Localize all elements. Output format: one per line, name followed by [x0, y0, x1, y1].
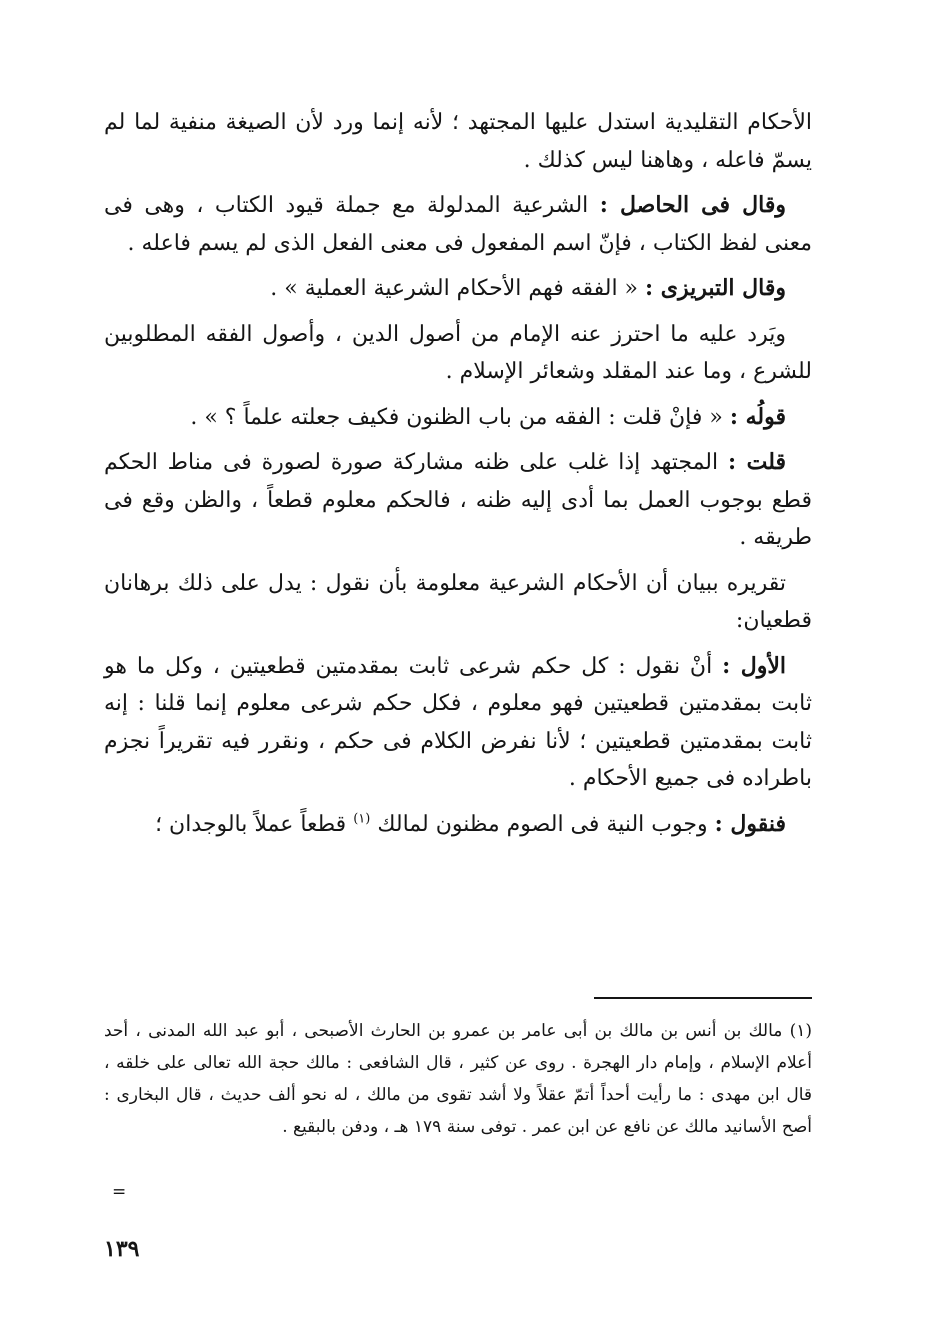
paragraph-5: [104, 399, 812, 437]
paragraph-8: [104, 648, 812, 798]
paragraph-5-lead: قولُه :: [729, 403, 786, 430]
page-number: ١٣٩: [104, 1236, 140, 1262]
paragraph-9-text-before: وجوب النية فى الصوم مظنون لمالك: [370, 811, 715, 837]
paragraph-6: [104, 444, 812, 557]
footnote-continuation-mark: =: [112, 1182, 127, 1202]
paragraph-1: [104, 104, 812, 179]
paragraph-3-lead: وقال التبريزى :: [645, 275, 786, 301]
paragraph-9: [104, 806, 812, 844]
footnote-separator-rule: [594, 997, 812, 999]
paragraph-6-text: المجتهد إذا غلب على ظنه مشاركة صورة لصورة فى مناط الحكم قطع بوجوب العمل بما أدى إليه ظنه ، فالحكم معلوم قطعاً ، والظن وقع فى طريقه .: [104, 450, 812, 550]
paragraph-3: [104, 270, 812, 308]
paragraph-3-text: « الفقه فهم الأحكام الشرعية العملية » .: [270, 276, 646, 301]
paragraph-9-lead: فنقول :: [714, 810, 786, 837]
paragraph-7: [104, 565, 812, 640]
paragraph-5-text: « فإنْ قلت : الفقه من باب الظنون فكيف جعلته علماً ؟ » .: [190, 404, 730, 430]
paragraph-8-text: أنْ نقول : كل حكم شرعى ثابت بمقدمتين قطعيتين ، وكل ما هو ثابت بمقدمتين قطعيتين فهو معلوم ، فكل حكم شرعى معلوم إنما قلنا : إنه ثابت بمقدمتين قطعيتين ؛ لأنا نفرض الكلام فى حكم ، ونقرر فيه تقريراً نجزم باطراده فى جميع الأحكام .: [104, 653, 812, 791]
paragraph-2-lead: وقال فى الحاصل :: [599, 192, 786, 218]
paragraph-4: [104, 316, 812, 391]
paragraph-6-lead: قلت :: [727, 449, 786, 475]
footnote-text: (١) مالك بن أنس بن مالك بن أبى عامر بن عمرو بن الحارث الأصبحى ، أبو عبد الله المدنى ، أحد أعلام الإسلام ، وإمام دار الهجرة . روى عن كثير ، قال الشافعى : مالك حجة الله تعالى على خلقه ، قال ابن مهدى : ما رأيت أحداً أتمّ عقلاً ولا أشد تقوى من مالك ، له نحو ألف حديث ، قال البخارى : أصح الأسانيد مالك عن نافع عن ابن عمر . توفى سنة ١٧٩ هـ ، ودفن بالبقيع .: [104, 1021, 812, 1137]
paragraph-8-lead: الأول :: [722, 652, 786, 679]
paragraph-2-text: الشرعية المدلولة مع جملة قيود الكتاب ، وهى فى معنى لفظ الكتاب ، فإنّ اسم المفعول فى معنى الفعل الذى لم يسم فاعله .: [104, 193, 812, 256]
footnote-reference-marker: (١): [353, 811, 371, 827]
main-text-body: [104, 104, 812, 851]
paragraph-7-text: تقريره ببيان أن الأحكام الشرعية معلومة بأن نقول : يدل على ذلك برهانان قطعيان:: [104, 570, 812, 633]
paragraph-2: [104, 187, 812, 262]
paragraph-4-text: ويَرد عليه ما احترز عنه الإمام من أصول الدين ، وأصول الفقه المطلوبين للشرع ، وما عند المقلد وشعائر الإسلام .: [104, 321, 812, 384]
paragraph-9-text-after: قطعاً عملاً بالوجدان ؛: [155, 811, 354, 837]
paragraph-1-text: الأحكام التقليدية استدل عليها المجتهد ؛ لأنه إنما ورد لأن الصيغة منفية لما لم يسمّ فاعله ، وهاهنا ليس كذلك .: [104, 110, 812, 173]
footnote-block: [104, 1015, 812, 1143]
